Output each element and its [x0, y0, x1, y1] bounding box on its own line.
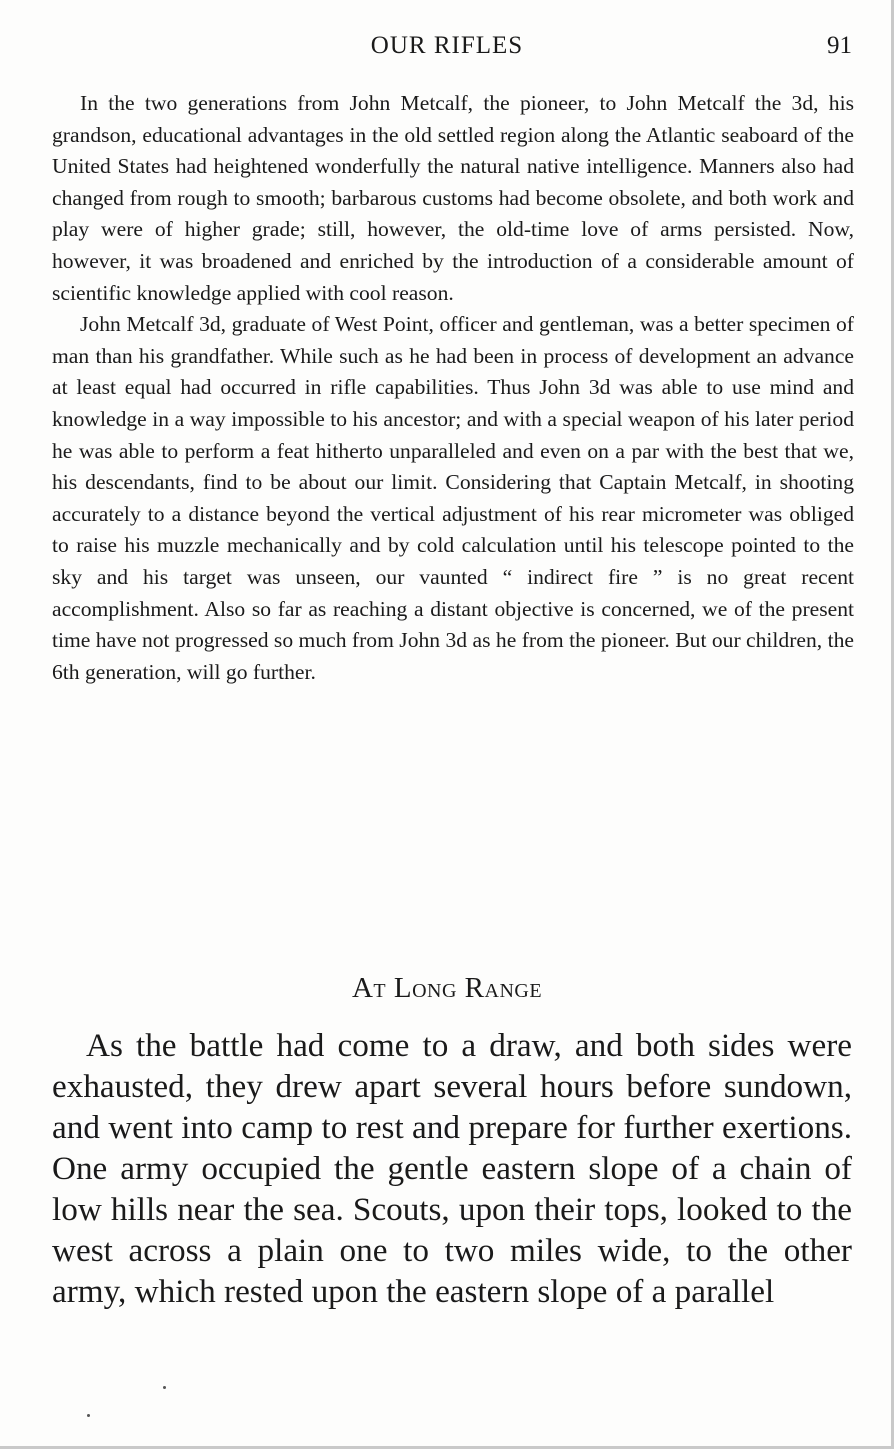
section-heading: At Long Range	[351, 972, 543, 1004]
running-title: OUR RIFLES	[370, 32, 524, 59]
paragraph-2: John Metcalf 3d, graduate of West Point, officer and gentleman, was a better specimen of man than his grandfather. While such as he had been in process of development an advance at least equal had occurred in rifle capabilities. Thus John 3d was able to use mind and knowledge in a way impossible to his ancestor; and with a special weapon of his later period he was able to perform a feat hitherto unparalleled and even on a par with the best that we, his descendants, find to be about our limit. Considering that Captain Metcalf, in shooting accurately to a distance beyond the vertical adjustment of his rear micrometer was obliged to raise his muzzle mechanically and by cold calculation until his telescope pointed to the sky and his target was unseen, our vaunted “ indirect fire ” is no great recent accomplishment. Also so far as reaching a distant objective is concerned, we of the present time have not progressed so much from John 3d as he from the pioneer. But our children, the 6th generation, will go further.	[52, 312, 854, 684]
running-head	[0, 28, 894, 64]
print-speck	[87, 1414, 90, 1417]
paragraph-1: In the two generations from John Metcalf, the pioneer, to John Metcalf the 3d, his grandson, educational advantages in the old settled region along the Atlantic seaboard of the United States had heightened wonderfully the natural native intelligence. Manners also had changed from rough to smooth; barbarous customs had become obsolete, and both work and play were of higher grade; still, however, the old-time love of arms persisted. Now, however, it was broadened and enriched by the introduction of a considerable amount of scientific knowledge applied with cool reason.	[52, 91, 854, 305]
page-number: 91	[827, 32, 852, 59]
section-paragraph: As the battle had come to a draw, and both sides were exhausted, they drew apart several hours before sundown, and went into camp to rest and prepare for further exertions. One army occupied the gentle eastern slope of a chain of low hills near the sea. Scouts, upon their tops, looked to the west across a plain one to two miles wide, to the other army, which rested upon the eastern slope of a parallel	[52, 1027, 852, 1310]
body-text	[52, 88, 854, 688]
print-speck	[163, 1386, 166, 1389]
section-body	[52, 1025, 852, 1312]
